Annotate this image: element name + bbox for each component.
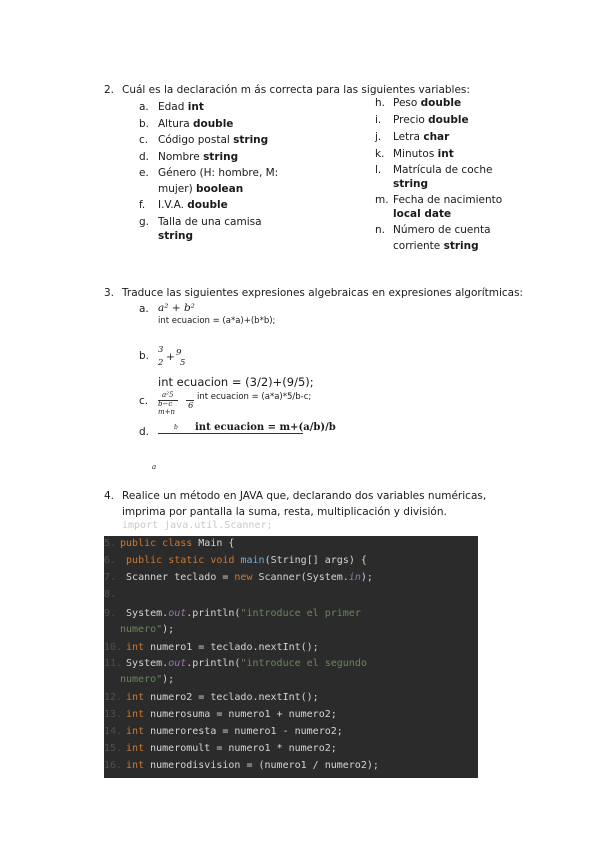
item-letter: a. — [139, 101, 149, 113]
list-item: Talla de una camisa — [158, 216, 262, 228]
code-line: 13. int numerosuma = numero1 + numero2; — [104, 709, 337, 720]
item-letter: e. — [139, 167, 149, 179]
question-title: Cuál es la declaración m ás correcta para las siguientes variables: — [122, 84, 470, 96]
stray-symbol: a — [152, 463, 157, 471]
code-line: 11. System.out.println("introduce el segundo — [104, 658, 367, 669]
list-item-continued: corriente string — [393, 240, 479, 252]
item-letter: c. — [139, 134, 149, 146]
item-letter: h. — [375, 97, 385, 109]
list-item: Altura double — [158, 118, 234, 130]
list-item: Código postal string — [158, 134, 269, 146]
code-line: 10. int numero1 = teclado.nextInt(); — [104, 642, 319, 653]
code-block — [104, 536, 478, 778]
question-title: Traduce las siguientes expresiones algebraicas en expresiones algorítmicas: — [122, 287, 524, 299]
import-line: import java.util.Scanner; — [122, 520, 273, 531]
fraction-bar — [158, 433, 303, 434]
item-letter: k. — [375, 148, 385, 160]
list-item: Edad int — [158, 101, 204, 113]
item-letter: l. — [375, 164, 382, 176]
list-item-continued: mujer) boolean — [158, 183, 244, 195]
item-letter: n. — [375, 224, 385, 236]
question-text: imprima por pantalla la suma, resta, multiplicación y división. — [122, 506, 447, 518]
question-number: 3. — [104, 287, 115, 299]
item-letter: d. — [139, 151, 150, 163]
code-line: 7. Scanner teclado = new Scanner(System.in); — [104, 572, 373, 583]
item-letter: b. — [139, 118, 150, 130]
item-letter: i. — [375, 114, 382, 126]
code-line: 15. int numeromult = numero1 * numero2; — [104, 743, 337, 754]
code-line: 16. int numerodisvision = (numero1 / numero2); — [104, 760, 379, 771]
item-letter: m. — [375, 194, 389, 206]
answer-text: int ecuacion = (3/2)+(9/5); — [158, 375, 314, 389]
item-letter: a. — [139, 303, 149, 315]
list-item: Fecha de nacimiento — [393, 194, 503, 206]
code-line: 14. int numeroresta = numero1 - numero2; — [104, 726, 343, 737]
answer-text: int ecuacion = (a*a)*5/b-c; — [197, 392, 312, 402]
list-item: Nombre string — [158, 151, 239, 163]
item-letter: b. — [139, 350, 150, 362]
list-item: Minutos int — [393, 148, 454, 160]
list-item-type: string — [393, 178, 429, 190]
item-letter: c. — [139, 395, 149, 407]
code-line-wrap: numero"); — [120, 624, 175, 635]
code-line: 5. public class Main { — [104, 538, 235, 549]
list-item: Género (H: hombre, M: — [158, 167, 279, 179]
item-letter: g. — [139, 216, 150, 228]
code-line: 6. public static void main(String[] args) { — [104, 555, 367, 566]
list-item-type: string — [158, 230, 194, 242]
code-line-wrap: numero"); — [120, 674, 175, 685]
answer-text: int ecuacion = (a*a)+(b*b); — [158, 316, 276, 326]
answer-text: int ecuacion = m+(a/b)/b — [195, 422, 336, 433]
list-item: Peso double — [393, 97, 462, 109]
list-item: Número de cuenta — [393, 224, 491, 236]
item-letter: d. — [139, 426, 150, 438]
list-item: Letra char — [393, 131, 450, 143]
list-item: I.V.A. double — [158, 199, 228, 211]
code-line: 12. int numero2 = teclado.nextInt(); — [104, 692, 319, 703]
question-text: Realice un método en JAVA que, declarando dos variables numéricas, — [122, 490, 487, 502]
item-letter: j. — [375, 131, 382, 143]
code-line: 8. — [104, 589, 117, 600]
list-item-type: local date — [393, 208, 452, 220]
question-number: 2. — [104, 84, 115, 96]
code-line: 9. System.out.println("introduce el primer — [104, 608, 361, 619]
math-expression: b — [174, 424, 178, 431]
item-letter: f. — [139, 199, 146, 211]
list-item: Matrícula de coche — [393, 164, 493, 176]
math-expression: a² + b² — [158, 302, 195, 314]
question-number: 4. — [104, 490, 115, 502]
list-item: Precio double — [393, 114, 469, 126]
